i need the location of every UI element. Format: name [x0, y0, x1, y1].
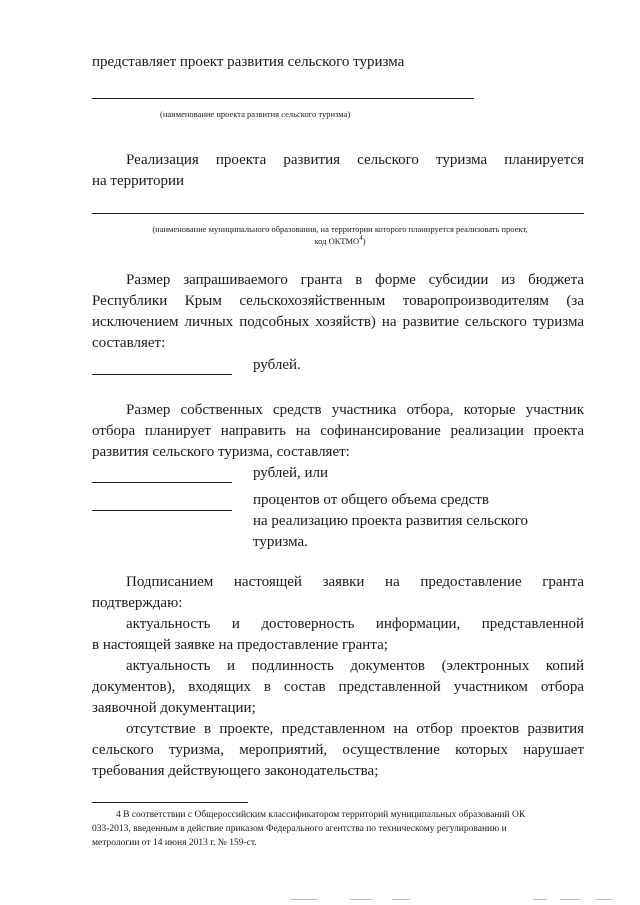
- municipality-blank: [92, 213, 584, 214]
- grant-paragraph-line1: Размер запрашиваемого гранта в форме субсидии из бюджета: [126, 272, 584, 288]
- confirm-line2: подтверждаю:: [92, 595, 183, 611]
- scan-mark: [560, 899, 580, 900]
- confirm-item1-line2: в настоящей заявке на предоставление гранта;: [92, 637, 388, 653]
- confirm-item1-line1: актуальность и достоверность информации, представленной: [126, 616, 584, 632]
- footnote-line3: метрологии от 14 июня 2013 г. № 159-ст.: [92, 838, 257, 848]
- municipality-caption: [98, 223, 582, 247]
- project-name-caption: (наименование проекта развития сельского туризма): [160, 109, 351, 119]
- confirm-item3-line1: отсутствие в проекте, представленном на отбор проектов развития: [126, 721, 584, 737]
- percent-blank: [92, 510, 232, 511]
- grant-paragraph-line2: Республики Крым сельскохозяйственным товаропроизводителям (за: [92, 293, 584, 309]
- grant-amount-unit: рублей.: [253, 357, 301, 373]
- municipality-caption-line2: код ОКТМО$^4$): [314, 234, 366, 246]
- grant-paragraph-line3: исключением личных подсобных хозяйств) на развитие сельского туризма: [92, 314, 584, 330]
- scan-mark: [350, 899, 372, 900]
- percent-text-line1: процентов от общего объема средств: [253, 492, 489, 508]
- grant-paragraph-line4: составляет:: [92, 335, 166, 351]
- own-funds-amount-blank: [92, 482, 232, 483]
- project-name-blank: [92, 98, 474, 99]
- intro-line: представляет проект развития сельского туризма: [92, 54, 405, 70]
- confirm-item2-line1: актуальность и подлинность документов (электронных копий: [126, 658, 584, 674]
- footnote-line2: 033-2013, введенным в действие приказом Федерального агентства по техническому регулированию и: [92, 824, 507, 834]
- confirm-item3-line3: требования действующего законодательства;: [92, 763, 379, 779]
- municipality-caption-line1: (наименование муниципального образования, на территории которого планируется реализовать проект,: [152, 224, 528, 234]
- confirm-line1: Подписанием настоящей заявки на предоставление гранта: [126, 574, 584, 590]
- footnote-separator: [92, 802, 248, 803]
- scan-mark: [290, 899, 318, 900]
- confirm-item2-line2: документов), входящих в состав представленной участником отбора: [92, 679, 584, 695]
- own-funds-line1: Размер собственных средств участника отбора, которые участник: [126, 402, 584, 418]
- scan-mark: [392, 899, 410, 900]
- scan-mark: [533, 899, 547, 900]
- confirm-item2-line3: заявочной документации;: [92, 700, 256, 716]
- grant-amount-blank: [92, 374, 232, 375]
- own-funds-line2: отбора планирует направить на софинансирование реализации проекта: [92, 423, 584, 439]
- percent-text-line3: туризма.: [253, 534, 308, 550]
- own-funds-line3: развития сельского туризма, составляет:: [92, 444, 350, 460]
- footnote: [92, 808, 588, 850]
- footnote-line1: 4 В соответствии с Общероссийским классификатором территорий муниципальных образований ОК: [116, 810, 526, 820]
- territory-paragraph-line1: Реализация проекта развития сельского туризма планируется: [126, 152, 584, 168]
- territory-paragraph-line2: на территории: [92, 173, 185, 189]
- own-funds-unit: рублей, или: [253, 465, 329, 481]
- scan-mark: [596, 899, 612, 900]
- percent-text-line2: на реализацию проекта развития сельского: [253, 513, 528, 529]
- confirm-item3-line2: сельского туризма, мероприятий, осуществление которых нарушает: [92, 742, 584, 758]
